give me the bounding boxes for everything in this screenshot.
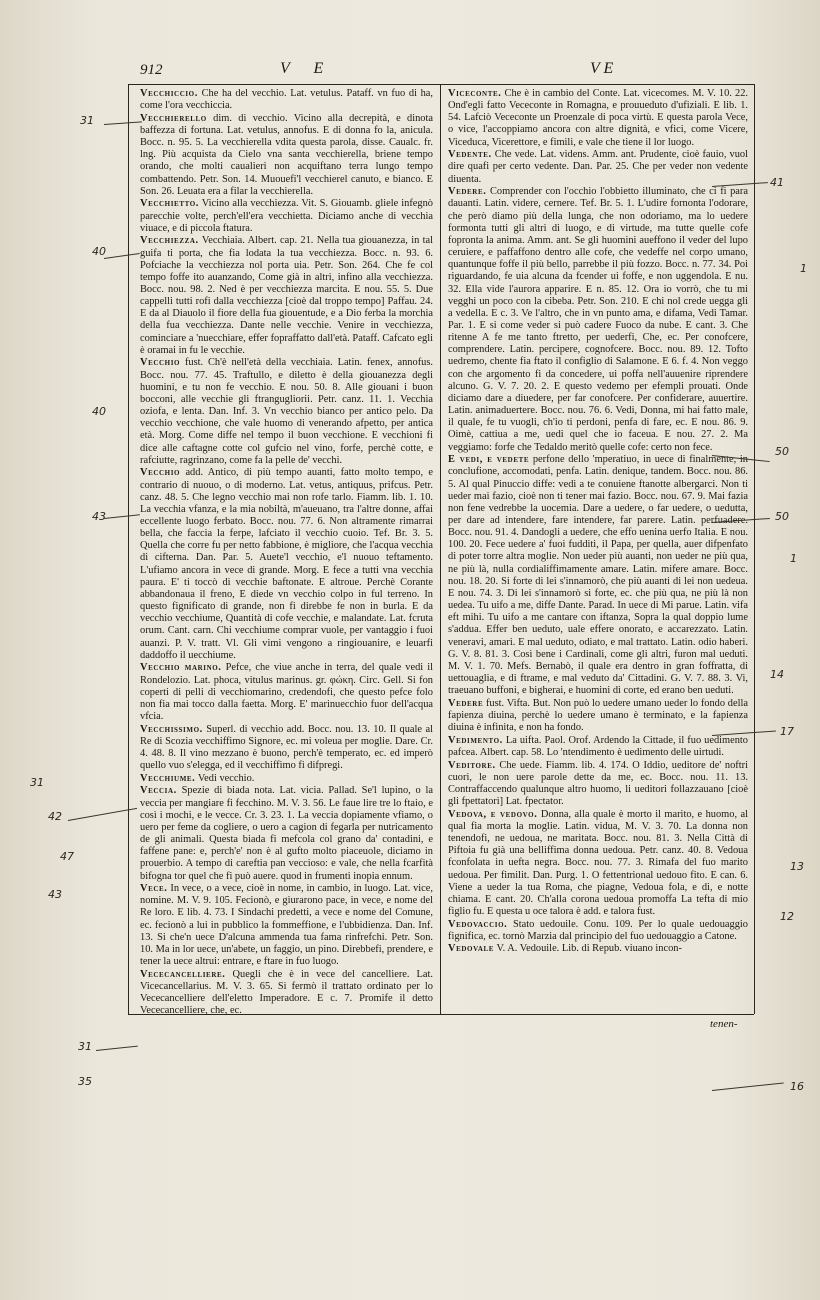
- left-column: [140, 88, 433, 1017]
- header-letters-left: V E: [280, 60, 334, 77]
- entry-text: perfone dello 'mperatiuo, in uece di finalmente, in conclufione, accomodati, penfa. Latin. denique, tandem. Bocc. nou. 86. 5. Al qual Pinuccio diffe: vedi a te conuiene ftanotte albergarci. Non ti ueder mai fazio, cioè non ti tener mai fazio. Bocc. nou. 67. 9. Mai fazia non fene vedrebbe la uocemia. Dare a uedere, o far uedere, o uedutta, per dare ad intendere, fare intendere, far parere. Latin. perfuadere. Bocc. nou. 91. 4. Dandogli a uedere, che effo uenina uerfo Italia. E nou. 100. 20. Fece uedere a' fuoi fudditi, il Papa, per quella, auer difpenfato di poter torre altra moglie. Non ueder più auanti, non ueder ne più qua, ne più là, nulla cordialiffimamente amare. Latin. mifere amare. Bocc. nou. 18. 20. Si forte di lei s'innamorò, che più auanti di lei non uedeua. E nou. 74. 3. Di lei s'innamorò si forte, ec. che più qua, ne più là non uedea. Tu uifo a me, diffe Dante. Parad. In uece di Mi parue. Latin. vifa eft mihi. Tu uifo a me cantare con iftanza, Sopra la qual doppio lume s'addua. Effer ben ueduto, uale effere onorato, e accarezzato. Latin. veneravi, amari. E mal ueduto, odiato, e mal trattato. Latin. odio haberi. G. V. 8. 81. 3. Così bene i Cardinali, come gli altri, furon mal ueduti. M. V. 1. 70. Mefs. Bernabò, il quale era dentro in gran foffratta, di uettouaglia, e di ftrame, e mal veduto da' Cittadini. G. V. 7. 88. 3. Vi, traeuano buffoni, e bigherai, e huomini di corte, ed erano ben ueduti.: [448, 454, 748, 697]
- frame-right-rule: [754, 84, 755, 1014]
- entry-headword: Vececancelliere.: [140, 968, 226, 980]
- entry-headword: Vedimento.: [448, 734, 503, 746]
- entry-text: Che è in cambio del Conte. Lat. vicecomes. M. V. 10. 22. Ond'egli fatto Vececonte in Romagna, e prouueduto d'ufiziali. E lib. 1. 54. Lafciò Vececonte un Proenzale di poca virtù. E questa parola Vece, o vice, l'accoppiamo ancora con altre dignità, e vfici, come Vicere, Viceduca, Vicerettore, e fimili, e vale che tiene il lor luogo.: [448, 88, 748, 148]
- entry-text: Vedi vecchio.: [197, 772, 255, 784]
- entry-headword: Vecchio marino.: [140, 662, 222, 674]
- entry-text: fust. Vifta. But. Non può lo uedere umano ueder lo fondo della fapienza diuina, perchè lo uedere umano è terminato, e la fapienza diuina è infinita, e non ha fondo.: [448, 697, 748, 734]
- dictionary-entry: [140, 785, 433, 882]
- margin-note: 16: [790, 1080, 804, 1093]
- dictionary-entry: [140, 467, 433, 662]
- entry-headword: Vecchietto.: [140, 198, 199, 210]
- margin-note: 12: [780, 910, 794, 923]
- margin-note: 1: [800, 262, 807, 275]
- dictionary-entry: [448, 943, 748, 955]
- entry-headword: Vecchiccio.: [140, 88, 198, 99]
- dictionary-entry: [140, 724, 433, 773]
- entry-text: La uifta. Paol. Orof. Ardendo la Cittade, il fuo uedimento pafcea. Albert. cap. 58. Lo 'ntendimento è uedimento delle uirtudi.: [448, 734, 749, 758]
- margin-note: 41: [770, 176, 784, 189]
- dictionary-entry: [140, 883, 433, 968]
- dictionary-entry: [140, 357, 433, 466]
- dictionary-entry: [448, 454, 748, 697]
- dictionary-entry: [448, 698, 748, 734]
- dictionary-entry: [448, 760, 748, 809]
- entry-headword: Vecchio: [140, 467, 181, 479]
- frame-top-rule: [128, 84, 754, 85]
- header-letters-right: V E: [590, 60, 614, 77]
- dictionary-entry: [140, 662, 433, 723]
- margin-note: 35: [78, 1075, 92, 1088]
- margin-note: 13: [790, 860, 804, 873]
- entry-headword: Vecchiume.: [140, 772, 196, 784]
- dictionary-entry: [448, 735, 748, 759]
- running-header: [130, 60, 750, 84]
- entry-headword: Vedova, e vedovo.: [448, 808, 538, 820]
- entry-text: Che vede. Lat. videns. Amm. ant. Prudente, cioè fauio, vuol dire quafi per certo vedente. Dan. Par. 25. Che per veder non vedente diuenta.: [448, 149, 748, 185]
- entry-headword: Viceconte.: [448, 88, 502, 99]
- margin-pointer-line: [96, 1046, 138, 1051]
- margin-note: 42: [48, 810, 62, 823]
- entry-text: Quegli che è in vece del cancelliere. Lat. Vicecancellarius. M. V. 3. 65. Si fermò il trattato ordinato per lo Vececancelliere dell'eletto Imperadore. E c. 7. Promife il detto Vececancelliere, che, ec.: [140, 968, 433, 1017]
- dictionary-entry: [448, 186, 748, 453]
- entry-text: V. A. Vedouile. Lib. di Repub. viuano incon-: [496, 943, 682, 955]
- entry-text: Che ha del vecchio. Lat. vetulus. Pataff. vn fuo di ha, come l'ora vecchiccia.: [140, 88, 433, 112]
- entry-headword: Vedente.: [448, 149, 492, 161]
- margin-note: 40: [92, 245, 106, 258]
- margin-note: 31: [80, 114, 94, 127]
- dictionary-entry: [448, 149, 748, 185]
- margin-note: 50: [775, 510, 789, 523]
- margin-note: 31: [78, 1040, 92, 1053]
- entry-text: Che uede. Fiamm. lib. 4. 174. O Iddio, ueditore de' noftri cuori, le non uere parole dette da me, ec. Bocc. nou. 11. 13. Contraffaccendo qualunque altro huomo, li ueditori follazzauano [cioè gli fpettatori] Lat. fpectator.: [448, 759, 748, 808]
- entry-text: dim. di vecchio. Vicino alla decrepità, e dinota baffezza di fortuna. Lat. vetulus, annofus. E di donna fo la, anicula. Bocc. n. 95. 5. La vecchierella vdita questa parola, disse. Caualc. fr. lng. Più acquista da Cielo vna santa vecchierella, briene tempo orando, che molti caualieri non acquiftano terra lungo tempo combattendo. Petr. Son. 14. Muouefi'l vecchierel canuto, e bianco. E Son. 26. Leuata era a filar la vecchierella.: [140, 112, 433, 197]
- right-column: [448, 88, 748, 1008]
- entry-text: add. Antico, di più tempo auanti, fatto molto tempo, e contrario di nuouo, o di moderno. Lat. vetus, antiquus, prifcus. Petr. canz. 48. 5. Che legno vecchio mai non rofe tarlo. Fiamm. lib. 1. 10. La vecchia vfanza, e la mia nobiltà, m'aueuano, tra l'altre donne, affai eccellente luogo ferbato. Bocc. nou. 77. 6. Non altramente rimarrai bella, che faccia la ferpe, lafciato il vecchio cuoio. Tef. Br. 3. 5. Quella che corre fu per netto fabbione, è migliore, che l'acqua vecchia di cifterna. Dan. Par. 5. Auete'l vecchio, e'l nuouo teftamento. L'ufiamo ancora in vece di grande. Morg. E fece a tutti vna vecchia paura. E' ti toccò di vecchie baftonate. E altroue. Perchè Corante abbandonaua il freno, E diede vn vecchio colpo in ful terreno. In questo fignificato di grande, non fi direbbe fe non in burla. E da vecchio vecchiume, Quantità di cofe vecchie, e malandate. Lat. fcruta orum. Cant. carn. Chi vecchiume comprar vuole, per vantaggio i fuoi auanzi. P. V. tratt. Vl. Gli vimi vengono a ringiouanire, e leuarfi daddoffo il uecchiume.: [140, 467, 433, 661]
- frame-left-rule: [128, 84, 129, 1014]
- entry-text: Donna, alla quale è morto il marito, e huomo, al qual fia morta la moglie. Latin. vidua, M. V. 3. 70. La donna non tenendofi, ne uedoua, ne maritata. Bocc. nou. 81. 3. Nella Città di Piftoia fu già una belliffima donna uedoua. Petr. canz. 40. 8. Vedoua fconfolata in uefta negra. Bocc. nou. 77. 3. Rimafa del fuo marito uedoua. Per fimilit. Dan. Purg. 1. O fettentrional uedouo fito. E can. 6. Viene a ueder la tua Roma, che piagne, Vedoua fola, e di, e notte chiama. E cant. 20. Ch'alla corona uedoua promoffa La tefta di mio figlio fu. E questa u oce talora è add. e talora fust.: [448, 808, 748, 917]
- entry-text: Vicino alla vecchiezza. Vit. S. Giouamb. gliele infegnò parecchie volte, perch'ell'era vecchietta. Diciamo anche di vecchia viuace, e di piccola ftatura.: [140, 198, 433, 234]
- margin-note: 31: [30, 776, 44, 789]
- entry-headword: Vedere: [448, 697, 484, 709]
- dictionary-entry: [140, 198, 433, 234]
- margin-note: 1: [790, 552, 797, 565]
- margin-note: 17: [780, 725, 794, 738]
- dictionary-entry: [448, 88, 748, 149]
- entry-headword: Vecchierello: [140, 112, 207, 124]
- entry-text: Vecchiaia. Albert. cap. 21. Nella tua giouanezza, in tal guifa ti porta, che fia lodata la tua vecchiezza. Bocc. n. 93. 6. Pofciache la vecchiezza nol porta uia. Petr. Son. 264. Che fe col tempo foffe ito auanzando, Come già in altri, infino alla vecchiezza. Bocc. nou. 98. 2. Ned è per vecchiezza marcita. E nou. 55. 5. Due cappelli tutti rofi dalla vecchiezza [cioè dal troppo tempo] Paffau. 24. E da al Diauolo il fiore della fua giouentude, e a Dio ferba la morchia della fua vecchiezza. Dante nelle vecchie. Venire in vecchiezza, cominciare a 'nuecchiare, effer fopraffatto dall'età. Pataff. Cafcato egli è oramai in fu le vecchie.: [140, 235, 433, 356]
- margin-pointer-line: [104, 514, 140, 519]
- entry-headword: Vedovaccio.: [448, 918, 508, 930]
- catchword: tenen-: [710, 1018, 738, 1030]
- entry-text: Pefce, che viue anche in terra, del quale vedi il Rondelozio. Lat. phoca, vitulus marinus. gr. φώκη. Circ. Gell. Si fon coperti di pelli di vecchiomarino, credendofi, che questo pefce folo non fia mai tocco dalla faetta. Morg. E' marinuecchio fuor dell'acqua vfcia.: [140, 662, 433, 722]
- entry-text: fust. Ch'è nell'età della vecchiaia. Latin. fenex, annofus. Bocc. nou. 77. 45. Traftullo, e diletto è della giouanezza degli huomini, e tu non fe vecchio. E nou. 50. 8. Alle giouani i buon bocconi, alle vecchie gli ftrangugliorii. Petr. canz. 11. 1. Vecchia oziofa, e lenta. Dan. Inf. 3. Vn vecchio bianco per antico pelo. Da vecchio vecchione, che vale huomo di venerando afpetto, per antica età. Morg. Come diffe nel tempo il buon vecchione. E vecchioni fi dice alle caftagne cotte col gufcio nel vino, forfe, perchè cotte, e rafciutte, ragrinzano, come fa la pelle de' vecchi.: [140, 357, 433, 466]
- entry-headword: Vedere.: [448, 186, 487, 198]
- dictionary-entry: [140, 113, 433, 198]
- entry-headword: Vecchissimo.: [140, 723, 203, 735]
- dictionary-entry: [140, 88, 433, 112]
- margin-note: 43: [48, 888, 62, 901]
- entry-headword: Vedovale: [448, 943, 495, 955]
- entry-text: Stato uedouile. Conu. 109. Per lo quale uedouaggio fignifica, ec. tornò Marzia dal principio del fuo uedouaggio a Catone.: [448, 918, 748, 942]
- column-divider: [440, 84, 441, 1014]
- margin-note: 43: [92, 510, 106, 523]
- margin-pointer-line: [104, 121, 142, 125]
- margin-pointer-line: [104, 253, 140, 259]
- margin-note: 47: [60, 850, 74, 863]
- margin-note: 14: [770, 668, 784, 681]
- dictionary-entry: [140, 773, 433, 785]
- entry-headword: E vedi, e vedete: [448, 454, 530, 466]
- margin-pointer-line: [68, 808, 137, 821]
- dictionary-entry: [448, 809, 748, 918]
- entry-headword: Vecchiezza.: [140, 235, 199, 247]
- entry-text: Comprender con l'occhio l'obbietto illuminato, che ci fi para dauanti. Latin. videre, cernere. Tef. Br. 5. 1. L'udire fornonta l'odorare, che però diamo più della lunga, che non odoriamo, ma lo uedere formonta tutti gli altri di luogo, e di virtude, ma tutte quelle cofe fopronta la anima. Amm. ant. Se gli huomini aueffono il veder del lupo ceruiere, e paffaffono dentro alle cofe, che vedeffe nel corpo umano, quantunque foffe il più bello, parrebbe il più fozzo. Bocc. n. 77. 34. Poi riguardando, fe uia alcuna da fcender ui foffe, e non uggendola. E nu. 32. Ella vide l'aurora apparire. E n. 85. 12. Ora io vorrò, che tu mi vegghi un poco con la cibeba. Petr. Son. 210. E chi nol crede uegga gli a vedella. E c. 3. Ve l'altro, che in vn punto ama, e difama, Vedi Tamar. Par. 1. E si come veder si può cadere Fuoco da nube. E cant. 3. Che ritenne A fe me tanto ftretto, per uederfi, Che, ec. Per conofcere, comprendere. Latin. percipere, cognofcere. Bocc. nou. 89. 12. Tofto uedremo, chente fia ftato il configlio di Salamone. E 6. f. 4. Non veggo con che argomento fi da concedere, ui poffa nell'auuenire riprendere alcuno. G. V. 7. 20. 2. E questo vedemo per efempli prouati. Onde diciamo dare a diuedere, per far conofcere. Per confiderare, auuertire. Latin. animaduertere. Bocc. nou. 76. 6. Vedi, Donna, mi hai fatto male, il quale, fe tu vuogli, ch'io ti perdoni, penfa di fare, ec. E nou. 86. 9. Oimè, cattiua a me, uedi quel che io faceua. E nou. 27. 2. Ma veggiamo: forfe che Tedaldo meritò quelle cofe: certo non fece.: [448, 186, 748, 453]
- dictionary-entry: [140, 969, 433, 1018]
- margin-pointer-line: [712, 1082, 784, 1091]
- entry-headword: Vecchio: [140, 357, 181, 369]
- dictionary-entry: [140, 235, 433, 357]
- dictionary-entry: [448, 919, 748, 943]
- entry-headword: Vece.: [140, 883, 168, 895]
- margin-note: 40: [92, 405, 106, 418]
- entry-text: Spezie di biada nota. Lat. vicia. Pallad. Se'l lupino, o la veccia per mangiare fi fecchino. M. V. 3. 56. Le faue lire tre lo ftaio, e così i mochi, e le vecce. Cr. 3. 23. 1. La veccia dopiamente vfiamo, o uero per feme da cogliere, o uero a cagion di fegarla per nutricamento de gli animali. Questa biada fi mefcola col grano da' contadini, e faffene pane: e, perch'e' non è al gufto molto piaceuole, diciamo in prouerbio. A tempo di careftia pan veccioso: e vale, che nella fcarfità bifogna tor quel che fi può auere. quod in frumenti inopia ennum.: [140, 785, 433, 882]
- page-number: 912: [140, 62, 163, 78]
- entry-headword: Veditore.: [448, 759, 496, 771]
- entry-text: In vece, o a vece, cioè in nome, in cambio, in luogo. Lat. vice, nomine. M. V. 9. 105. Fecionò, e giurarono pace, in vece, e nome del Re loro. E lib. 4. 73. I Sindachi predetti, a vece e nome del Comune, ec. fecionò a lui in pubblico la fommeffione, e l'ubbidienza. Dan. Inf. 13. Si che'n uece D'alcuna ammenda tua fama rinfrefchi. Petr. Son. 10. Ma in lor uece, un'abete, un faggio, un pino. Direbbefi, prendere, e tener la uece altrui: entrare, e ftare in fuo luogo.: [140, 883, 433, 968]
- entry-text: Superl. di vecchio add. Bocc. nou. 13. 10. Il quale al Re di Scozia vecchiffimo Signore, ec. mi voleua per moglie. Dare. Cr. 4. 48. 8. Il vino mezzano è buono, perch'è temperato, ec. ed imperò quello vuo s'elegga, ed il vecchiffimo fi difpregi.: [140, 723, 433, 772]
- margin-note: 50: [775, 445, 789, 458]
- entry-headword: Veccia.: [140, 785, 177, 797]
